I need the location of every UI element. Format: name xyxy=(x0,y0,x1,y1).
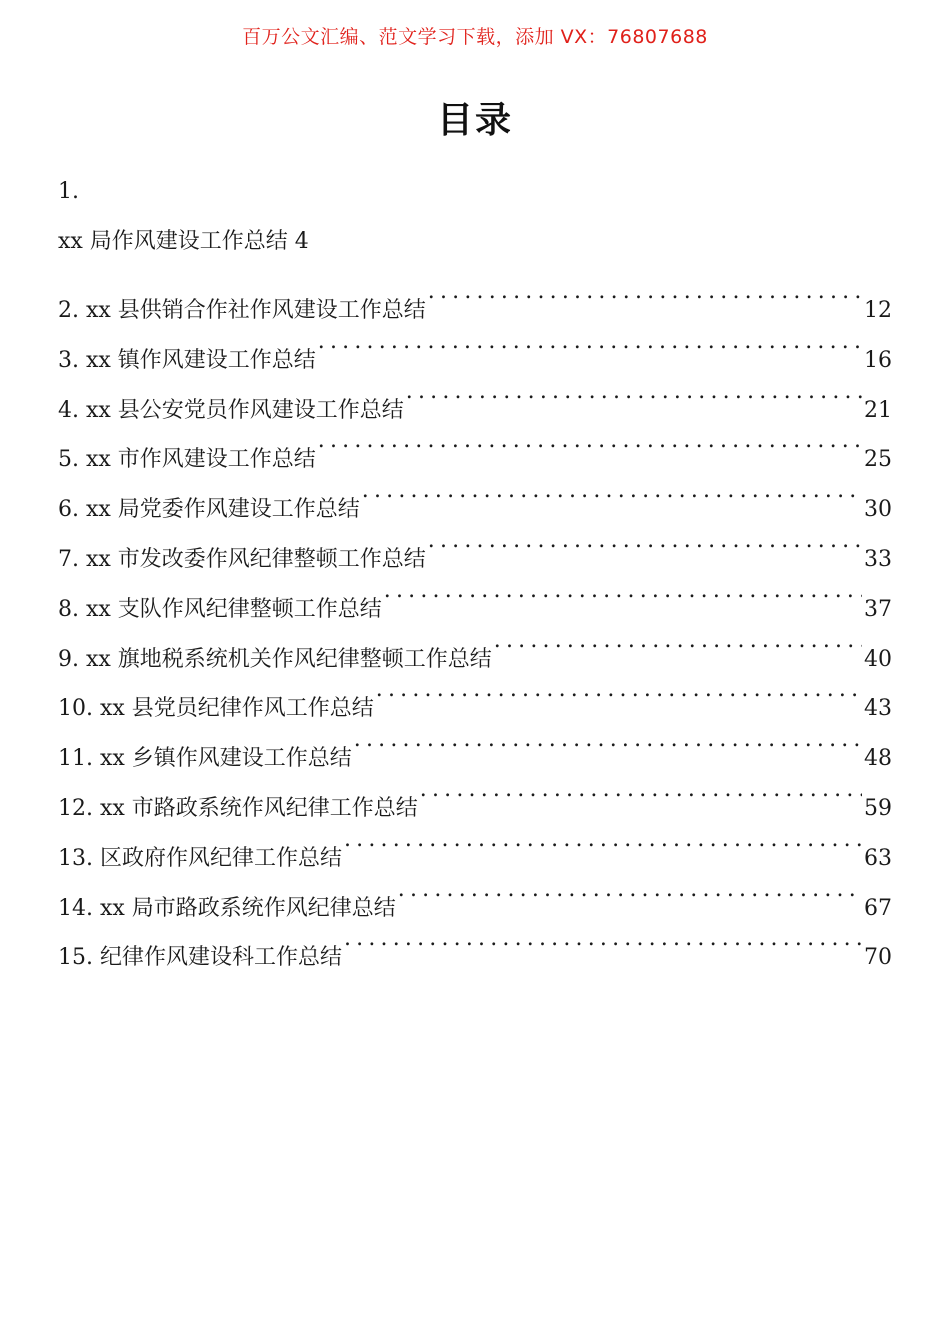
toc-dot-leader xyxy=(428,267,862,317)
toc-dot-leader xyxy=(344,815,862,865)
toc-entry-page: 37 xyxy=(864,596,892,622)
toc-entry-label: 9. xx 旗地税系统机关作风纪律整顿工作总结 xyxy=(58,646,492,672)
toc-entry-label: 10. xx 县党员纪律作风工作总结 xyxy=(58,696,374,722)
toc-dot-leader xyxy=(494,616,862,666)
toc-dot-leader xyxy=(420,765,862,815)
toc-entry-label: 7. xx 市发改委作风纪律整顿工作总结 xyxy=(58,546,426,572)
toc-entry-page: 12 xyxy=(864,298,892,323)
toc-entry-page: 59 xyxy=(864,795,892,821)
toc-entry-page: 43 xyxy=(864,696,892,722)
toc-entry-label: 12. xx 市路政系统作风纪律工作总结 xyxy=(58,795,418,821)
toc-entry-label: 2. xx 县供销合作社作风建设工作总结 xyxy=(58,298,426,323)
toc-entry-label: 6. xx 局党委作风建设工作总结 xyxy=(58,497,360,523)
toc-dot-leader xyxy=(318,416,862,466)
toc-dot-leader xyxy=(362,466,862,516)
toc-entry-page: 70 xyxy=(864,945,892,971)
toc-entry-label: 13. 区政府作风纪律工作总结 xyxy=(58,845,342,871)
table-of-contents xyxy=(58,167,892,971)
toc-entry-label: 3. xx 镇作风建设工作总结 xyxy=(58,347,316,373)
toc-entry-page: 33 xyxy=(864,546,892,572)
toc-entry-label: 8. xx 支队作风纪律整顿工作总结 xyxy=(58,596,382,622)
toc-entry-label: 14. xx 局市路政系统作风纪律总结 xyxy=(58,895,396,921)
toc-entry-label: 5. xx 市作风建设工作总结 xyxy=(58,447,316,473)
toc-dot-leader xyxy=(428,516,862,566)
toc-entry-page: 63 xyxy=(864,845,892,871)
toc-entry-page: 30 xyxy=(864,497,892,523)
toc-dot-leader xyxy=(354,715,862,765)
toc-entry-page: 21 xyxy=(864,397,892,423)
toc-entry[interactable] xyxy=(58,267,892,323)
toc-entry-label: 11. xx 乡镇作风建设工作总结 xyxy=(58,746,352,772)
toc-entry-page: 48 xyxy=(864,746,892,772)
page-title: 目录 xyxy=(436,100,513,141)
toc-entry-page: 67 xyxy=(864,895,892,921)
toc-first-number: 1. xyxy=(58,179,79,204)
toc-entry-label: 15. 纪律作风建设科工作总结 xyxy=(58,945,342,971)
toc-dot-leader xyxy=(384,566,862,616)
toc-dot-leader xyxy=(406,367,862,417)
toc-entry-page: 25 xyxy=(864,447,892,473)
toc-entry-page: 16 xyxy=(864,347,892,373)
toc-dot-leader xyxy=(344,914,862,964)
toc-dot-leader xyxy=(318,317,862,367)
toc-entry-page: 40 xyxy=(864,646,892,672)
toc-dot-leader xyxy=(376,665,862,715)
watermark-banner: 百万公文汇编、范文学习下载，添加 VX：76807688 xyxy=(242,26,708,48)
toc-entry-label: 4. xx 县公安党员作风建设工作总结 xyxy=(58,397,404,423)
toc-first-entry[interactable]: xx 局作风建设工作总结 4 xyxy=(58,229,309,254)
toc-dot-leader xyxy=(398,865,862,915)
